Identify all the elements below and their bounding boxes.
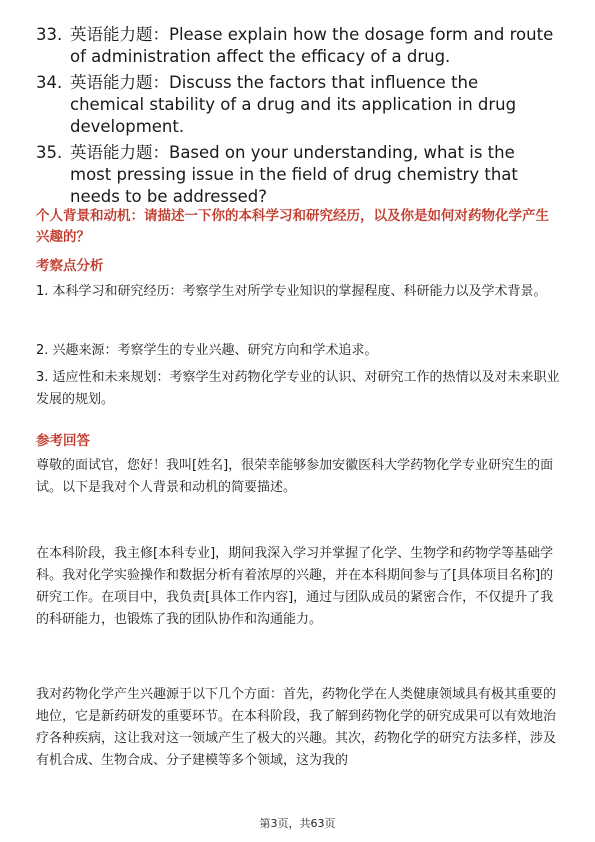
question-item	[36, 142, 556, 208]
question-item	[36, 24, 556, 68]
analysis-item: 2. 兴趣来源：考察学生的专业兴趣、研究方向和学术追求。	[36, 343, 378, 358]
analysis-item: 1. 本科学习和研究经历：考察学生对所学专业知识的掌握程度、科研能力以及学术背景。	[36, 284, 547, 299]
answer-paragraph: 尊敬的面试官，您好！我叫[姓名]，很荣幸能够参加安徽医科大学药物化学专业研究生的面试。以下是我对个人背景和动机的简要描述。	[36, 458, 554, 495]
question-number: 33.	[36, 25, 63, 44]
question-text: 英语能力题：Based on your understanding, what is the most pressing issue in the field of drug chemistry that needs to be addressed?	[70, 143, 518, 206]
section-title: 个人背景和动机：请描述一下你的本科学习和研究经历，以及你是如何对药物化学产生兴趣的？	[36, 208, 549, 245]
question-text: 英语能力题：Discuss the factors that influence the chemical stability of a drug and its application in drug development.	[70, 73, 517, 136]
question-item	[36, 72, 556, 138]
question-list	[36, 24, 556, 212]
question-text: 英语能力题：Please explain how the dosage form and route of administration affect the efficacy of a drug.	[70, 25, 554, 66]
question-number: 35.	[36, 143, 63, 162]
page-footer: 第3页，共63页	[259, 817, 336, 830]
question-number: 34.	[36, 73, 63, 92]
answer-paragraph: 我对药物化学产生兴趣源于以下几个方面：首先，药物化学在人类健康领域具有极其重要的地位，它是新药研发的重要环节。在本科阶段，我了解到药物化学的研究成果可以有效地治疗各种疾病，这让我对这一领域产生了极大的兴趣。其次，药物化学的研究方法多样，涉及有机合成、生物合成、分子建模等多个领域，这为我的	[36, 687, 557, 768]
answer-paragraph: 在本科阶段，我主修[本科专业]，期间我深入学习并掌握了化学、生物学和药物学等基础学科。我对化学实验操作和数据分析有着浓厚的兴趣，并在本科期间参与了[具体项目名称]的研究工作。在项目中，我负责[具体工作内容]，通过与团队成员的紧密合作，不仅提升了我的科研能力，也锻炼了我的团队协作和沟通能力。	[36, 546, 554, 627]
analysis-item: 3. 适应性和未来规划：考察学生对药物化学专业的认识、对研究工作的热情以及对未来职业发展的规划。	[36, 370, 560, 407]
answer-heading: 参考回答	[36, 433, 90, 449]
analysis-heading: 考察点分析	[36, 258, 104, 274]
